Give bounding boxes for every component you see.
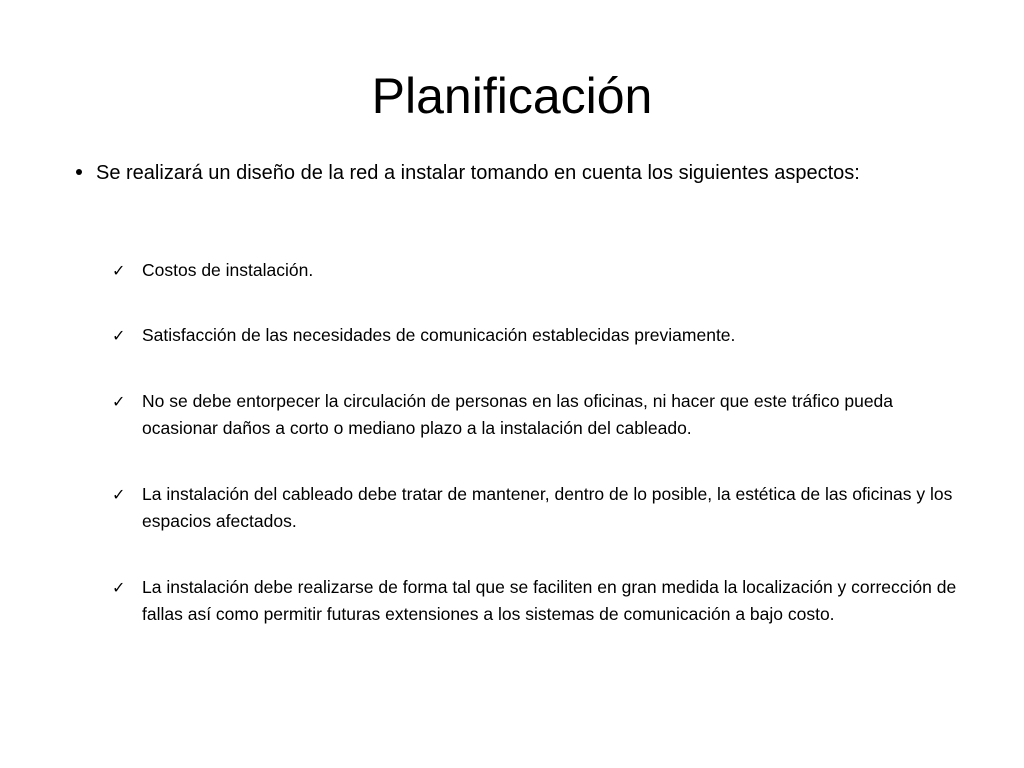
check-text: La instalación del cableado debe tratar de mantener, dentro de lo posible, la estética de las oficinas y los espacios afectados. — [142, 484, 953, 531]
check-item-4 — [112, 481, 962, 535]
check-text: Costos de instalación. — [142, 260, 314, 280]
check-icon: ✓ — [112, 261, 126, 280]
check-item-5 — [112, 574, 962, 628]
check-icon: ✓ — [112, 578, 126, 597]
check-icon: ✓ — [112, 392, 126, 411]
check-text: La instalación debe realizarse de forma tal que se faciliten en gran medida la localización y corrección de fallas así como permitir futuras extensiones a los sistemas de comunicación a bajo costo. — [142, 577, 957, 624]
check-text: Satisfacción de las necesidades de comunicación establecidas previamente. — [142, 325, 736, 345]
slide-title: Planificación — [371, 68, 653, 124]
check-icon: ✓ — [112, 326, 126, 345]
bullet-item — [96, 159, 896, 187]
check-icon: ✓ — [112, 485, 126, 504]
check-item-2 — [112, 322, 962, 349]
check-item-3 — [112, 388, 962, 442]
check-text: No se debe entorpecer la circulación de personas en las oficinas, ni hacer que este tráfico pueda ocasionar daños a corto o mediano plazo a la instalación del cableado. — [142, 391, 894, 438]
check-item-1 — [112, 257, 962, 284]
bullet-text: Se realizará un diseño de la red a instalar tomando en cuenta los siguientes aspectos: — [96, 162, 860, 184]
